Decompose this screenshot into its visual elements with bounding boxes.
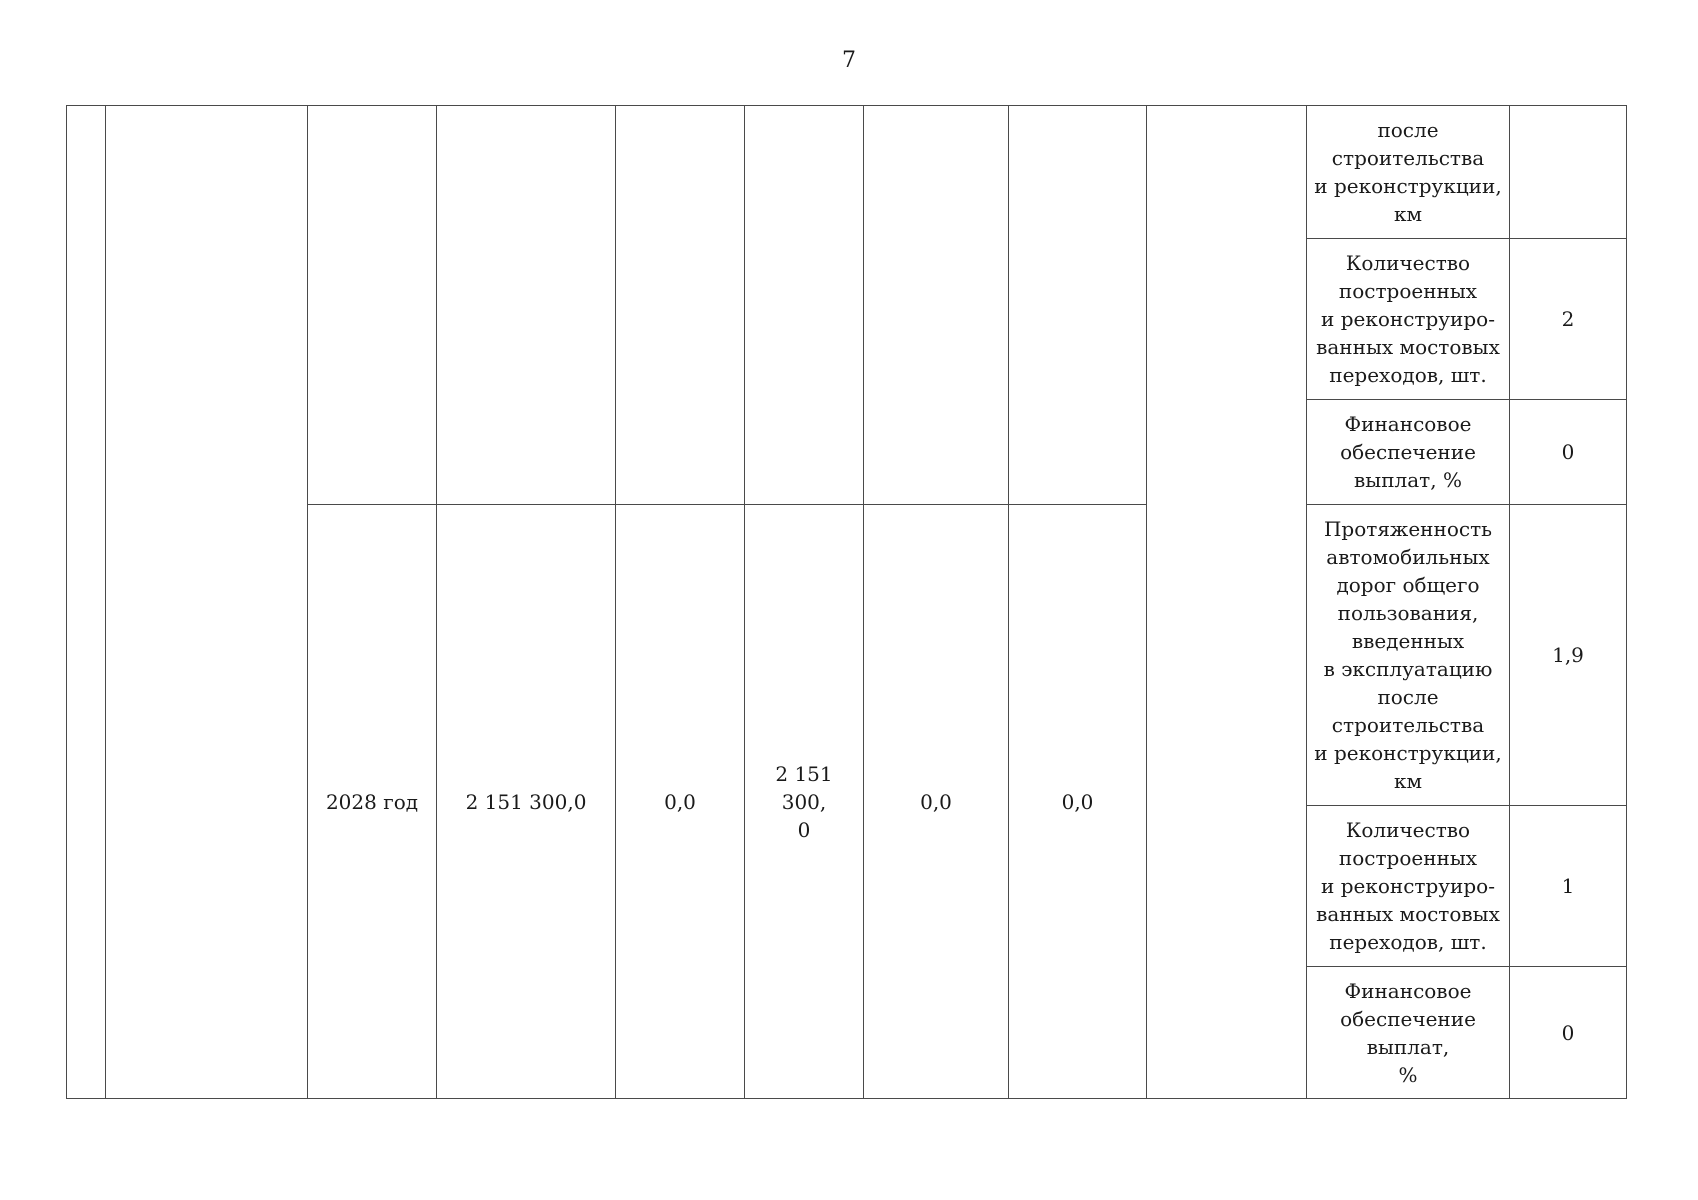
indicator-value: [1510, 106, 1627, 239]
year-cell-prev: [308, 106, 437, 505]
indicator-value: 2: [1510, 239, 1627, 400]
total-cell: 2 151 300,0: [437, 505, 616, 1099]
budget-b-cell: 2 151 300, 0: [745, 505, 864, 1099]
indicator-name: Финансовое обеспечение выплат, %: [1307, 967, 1510, 1099]
year-cell: 2028 год: [308, 505, 437, 1099]
budget-b-cell-prev: [745, 106, 864, 505]
budget-c-cell: 0,0: [864, 505, 1009, 1099]
indicator-value: 1: [1510, 806, 1627, 967]
budget-d-cell-prev: [1009, 106, 1147, 505]
indicator-name: Количество построенных и реконструиро- ванных мостовых переходов, шт.: [1307, 806, 1510, 967]
indicator-name: после строительства и реконструкции, км: [1307, 106, 1510, 239]
budget-c-cell-prev: [864, 106, 1009, 505]
program-table: [66, 105, 1627, 1099]
event-name-cell: [106, 106, 308, 1099]
page-number: 7: [842, 48, 856, 73]
indicator-name: Протяженность автомобильных дорог общего пользования, введенных в эксплуатацию после строительства и реконструкции, км: [1307, 505, 1510, 806]
budget-a-cell: 0,0: [616, 505, 745, 1099]
indicator-value: 0: [1510, 400, 1627, 505]
total-cell-prev: [437, 106, 616, 505]
indicator-value: 0: [1510, 967, 1627, 1099]
indicator-name: Количество построенных и реконструиро- ванных мостовых переходов, шт.: [1307, 239, 1510, 400]
number-cell: [67, 106, 106, 1099]
budget-a-cell-prev: [616, 106, 745, 505]
executor-cell: [1147, 106, 1307, 1099]
indicator-name: Финансовое обеспечение выплат, %: [1307, 400, 1510, 505]
indicator-value: 1,9: [1510, 505, 1627, 806]
budget-d-cell: 0,0: [1009, 505, 1147, 1099]
